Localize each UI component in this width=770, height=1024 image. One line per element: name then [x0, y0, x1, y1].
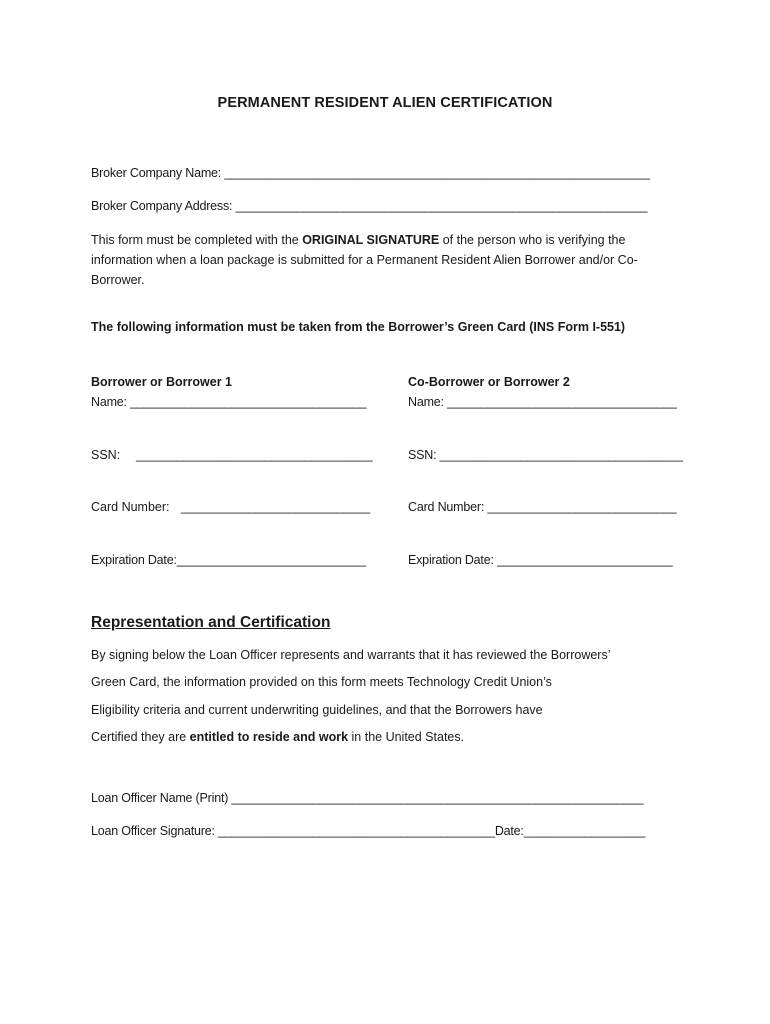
green-card-note: The following information must be taken from the Borrower’s Green Card (INS Form I-551)	[91, 320, 626, 334]
borrower2-expiration-date-field[interactable]: Expiration Date: __________________________	[408, 553, 673, 567]
intro-text: This form must be completed with the	[91, 233, 303, 247]
certification-line-4-rest: in the United States.	[348, 730, 465, 744]
certification-line-2: Green Card, the information provided on this form meets Technology Credit Union’s	[91, 675, 552, 689]
intro-text-rest: of the person who is verifying the information when a loan package is submitted for a Permanent Resident Alien Borrower and/or Co-Borrower.	[91, 233, 638, 287]
loan-officer-signature-field[interactable]: Loan Officer Signature: _________________________________________Date:__________________	[91, 824, 646, 838]
borrower1-ssn-field[interactable]: ___________________________________	[136, 448, 373, 462]
borrower1-name-field[interactable]: Name: ___________________________________	[91, 395, 367, 409]
certification-line-1: By signing below the Loan Officer represents and warrants that it has reviewed the Borrowers’	[91, 648, 611, 662]
intro-paragraph	[91, 230, 671, 290]
borrower1-heading: Borrower or Borrower 1	[91, 375, 233, 389]
intro-bold-text: ORIGINAL SIGNATURE	[302, 233, 440, 247]
certification-bold-text: entitled to reside and work	[189, 730, 349, 744]
borrower1-ssn-label: SSN:	[91, 448, 121, 462]
broker-company-name-field[interactable]: Broker Company Name: _______________________________________________________________	[91, 166, 650, 180]
certification-line-3: Eligibility criteria and current underwriting guidelines, and that the Borrowers have	[91, 703, 543, 717]
broker-company-address-field[interactable]: Broker Company Address: _____________________________________________________________	[91, 199, 648, 213]
certification-line-4	[91, 730, 464, 744]
borrower2-heading: Co-Borrower or Borrower 2	[408, 375, 570, 389]
certification-heading: Representation and Certification	[91, 614, 331, 631]
borrower1-expiration-date-field[interactable]: Expiration Date:____________________________	[91, 553, 366, 567]
borrower1-card-number-label: Card Number:	[91, 500, 170, 514]
certification-line-4-text: Certified they are	[91, 730, 190, 744]
borrower2-name-field[interactable]: Name: __________________________________	[408, 395, 677, 409]
borrower2-card-number-field[interactable]: Card Number: ____________________________	[408, 500, 677, 514]
borrower2-ssn-field[interactable]: SSN: ____________________________________	[408, 448, 683, 462]
loan-officer-name-field[interactable]: Loan Officer Name (Print) _____________________________________________________________	[91, 791, 644, 805]
borrower1-card-number-field[interactable]: ____________________________	[181, 500, 371, 514]
page-title: PERMANENT RESIDENT ALIEN CERTIFICATION	[217, 95, 553, 111]
